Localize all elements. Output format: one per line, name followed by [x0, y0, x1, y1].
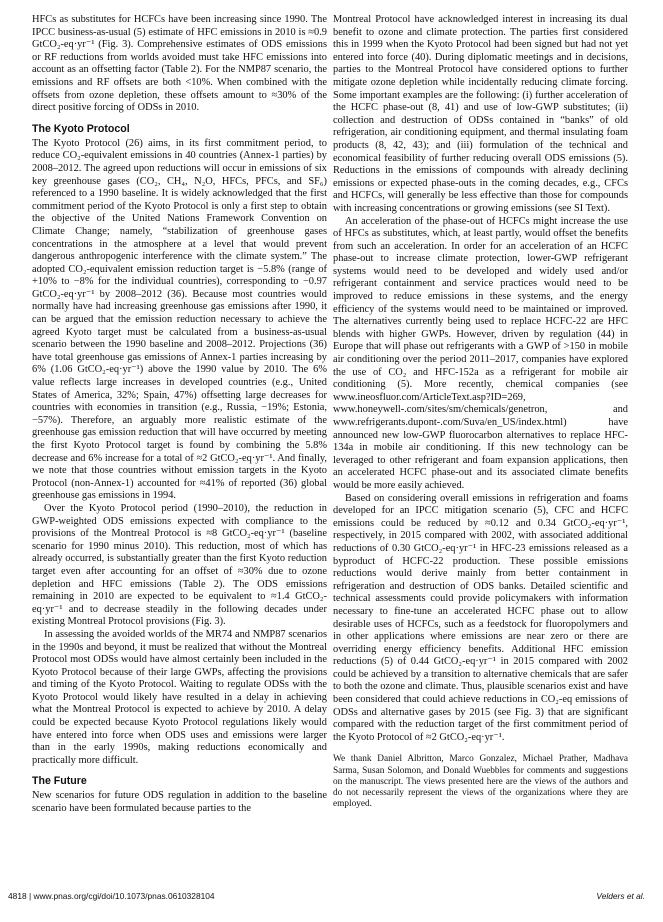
- section-heading-future: The Future: [32, 775, 87, 788]
- paragraph: An acceleration of the phase-out of HCFCs might increase the use of HFCs as substitutes, which, at least partly, would offset the benefits from such an acceleration. In order for an acceleration of an HCFC phase-out to increase climate protection, lower-GWP refrigerant systems would need to be developed and widely used and/or refrigerant containment and service practices would need to be improved to reduce emissions in these systems, and the energy efficiency of the systems would need to be maintained or improved. The alternatives currently being used to replace HCFC-22 are HFC blends with higher GWPs. However, driven by regulation (44) in Europe that will phase out refrigerants with a GWP of >150 in mobile air conditioning over the period 2011–2017, companies have explored the use of CO₂ and HFC-152a as a refrigerant for mobile air conditioning (5). More recently, chemical companies (see www.ineosfluor.com/ArticleText.asp?ID=269, www.honeywell-.com/sites/sm/chemicals/genetron, and www.refrigerants.dupont-.com/Suva/en_US/index.html) have announced new low-GWP fluorocarbon alternatives to replace HFC-134a in mobile air conditioning. If this new technology can be leveraged to other refrigerant and foam expansion applications, then an accelerated HCFC phase-out and its associated climate benefits would be more easily achieved.: [333, 215, 628, 491]
- paragraph: HFCs as substitutes for HCFCs have been increasing since 1990. The IPCC business-as-usual (5) estimate of HFC emissions in 2010 is ≈0.9 GtCO₂-eq·yr⁻¹ (Fig. 3). Comprehensive estimates of ODS emissions or RF reductions from worlds avoided must take HFC emissions into account as an offsetting factor (Table 2). For the NMP87 scenario, the emissions and RF offsets are both <10%. When combined with the offsets from ozone depletion, these offsets amount to ≈30% of the direct positive forcing of ODSs in 2010.: [32, 14, 327, 114]
- paragraph: Based on considering overall emissions in refrigeration and foams developed for an IPCC mitigation scenario (5), CFC and HCFC emissions could be reduced by ≈0.12 and 0.34 GtCO₂-eq·yr⁻¹, respectively, in 2015 compared with 2002, with associated additional reductions of 0.30 GtCO₂-eq·yr⁻¹ in HFC-23 emissions released as a byproduct of HCFC-22 production. These possible emissions reductions would derive mainly from better containment in refrigeration and destruction of ODS banks. Detailed scientific and technical assessments could provide policymakers with information necessary to fine-tune an accelerated HCFC phase out to allow desirable uses of HCFCs, such as a feedstock for fluoropolymers and in other applications where emissions are near zero or there are overriding energy efficiency benefits. Additional HFC emission reductions (5) of 0.44 GtCO₂-eq·yr⁻¹ in 2015 compared with 2002 could be achieved by a transition to alternative chemicals that are safer to both the ozone and climate. Thus, plausible scenarios exist and have been considered that could achieve reductions in CO₂-eq emissions of ODSs and alternative gases by 2015 (see Fig. 3) that are significant compared with the reduction target of the first commitment period of the Kyoto Protocol of ≈2 GtCO₂-eq·yr⁻¹.: [333, 492, 628, 743]
- paragraph: Over the Kyoto Protocol period (1990–2010), the reduction in GWP-weighted ODS emissions expected with compliance to the provisions of the Montreal Protocol is ≈8 GtCO₂-eq·yr⁻¹ (baseline scenario for 1990 minus 2010). This reduction, most of which has already occurred, is substantially greater than the first Kyoto reduction target even after accounting for an offset of ≈30% due to ozone depletion and HFC emissions (Table 2). The ODS emissions remaining in 2010 are expected to be equivalent to ≈1.4 GtCO₂-eq·yr⁻¹ and to decrease steadily in the following decades under existing Montreal Protocol provisions (Fig. 3).: [32, 502, 327, 628]
- right-column: [333, 14, 628, 810]
- paragraph: Montreal Protocol have acknowledged interest in increasing its dual benefit to ozone and climate protection. The parties first considered this in 1999 when the Kyoto Protocol had been signed but had not yet entered into force (40). During diplomatic meetings and in decisions, parties to the Montreal Protocol have considered options to further mitigate ozone depletion while incidentally reducing climate forcing. Some important examples are the following: (i) further acceleration of the HCFC phase-out (8, 41) and use of low-GWP substitutes; (ii) collection and destruction of ODSs contained in “banks” of old refrigeration, air conditioning equipment, and thermal insulating foam products (8, 42, 43); and (iii) formulation of the technical and economical feasibility of further reducing overall ODS emissions (5). Reductions in the emissions of compounds with already declining emissions or expected phase-outs in the coming decades, e.g., CFCs and HCFCs, will generally be less effective than those for compounds with increasing concentrations or growing emissions (see SI Text).: [333, 14, 628, 214]
- paragraph: New scenarios for future ODS regulation in addition to the baseline scenario have been formulated because parties to the: [32, 790, 327, 815]
- footer-authors: Velders et al.: [596, 891, 645, 901]
- paragraph: In assessing the avoided worlds of the MR74 and NMP87 scenarios in the 1990s and beyond, it must be realized that without the Montreal Protocol most ODSs would have almost certainly been included in the Kyoto Protocol because of their large GWPs, affecting the provisions and timing of the Kyoto Protocol. Waiting to regulate ODSs with the Kyoto Protocol would likely have resulted in a delay in achieving what the Montreal Protocol is expected to achieve by 2010. A delay could be expected because Kyoto Protocol regulations likely would have entered into force when ODS uses and emissions were larger than in the early 1990s, making reductions economically and practically more difficult.: [32, 628, 327, 766]
- page-footer: [0, 889, 663, 903]
- acknowledgments: We thank Daniel Albritton, Marco Gonzalez, Michael Prather, Madhava Sarma, Susan Solomon, and Donald Wuebbles for comments and suggestions on the manuscript. The views presented here are the views of the authors and do not necessarily represent the views of the organizations where they are employed.: [333, 754, 628, 810]
- left-column: [32, 14, 327, 816]
- paragraph: The Kyoto Protocol (26) aims, in its first commitment period, to reduce CO₂-equivalent emissions in 40 countries (Annex-1 parties) by 2008–2012. The agreed upon reductions will occur in emissions of six key greenhouse gases (CO₂, CH₄, N₂O, HFCs, PFCs, and SF₆) referenced to a 1990 baseline. It is widely acknowledged that the first commitment period of the Kyoto Protocol is only a first step to obtain the objective of the United Nations Framework Convention on Climate Change; namely, “stabilization of greenhouse gases concentrations in the atmosphere at a level that would prevent dangerous anthropogenic interference with the climate system.” The adopted CO₂-equivalent emission reduction target is −5.8% (range of +10% to −8% for the individual countries), corresponding to −0.97 GtCO₂-eq·yr⁻¹ by 2008–2012 (36). Because most countries would normally have had increasing greenhouse gas emissions after 1990, it can be argued that the emission reduction necessary to achieve the agreed Kyoto target must be calculated from a business-as-usual scenario between the 1990 baseline and 2008–2012. Projections (36) have total greenhouse gas emissions of Annex-1 parties increasing by 6% (1.06 GtCO₂-eq·yr⁻¹) above the 1990 value by 2010. The 6% value reflects large increases in developed countries (e.g., United States of America, 32%; Spain, 47%) offsetting large decreases for countries with economies in transition (e.g., Russia, −19%; Estonia, −57%). Therefore, an arguably more realistic estimate of the greenhouse gas emission reduction that will have occurred by meeting the first Kyoto Protocol target is found by combining the 5.8% decrease and 6% increase for a total of ≈2 GtCO₂-eq·yr⁻¹. And finally, we note that those countries without emission targets in the Kyoto Protocol (non-Annex-1) accounted for ≈41% of reported (36) global greenhouse gas emissions in 1994.: [32, 137, 327, 502]
- footer-page-and-doi: 4818 | www.pnas.org/cgi/doi/10.1073/pnas.0610328104: [8, 891, 215, 901]
- section-heading-kyoto: The Kyoto Protocol: [32, 122, 130, 135]
